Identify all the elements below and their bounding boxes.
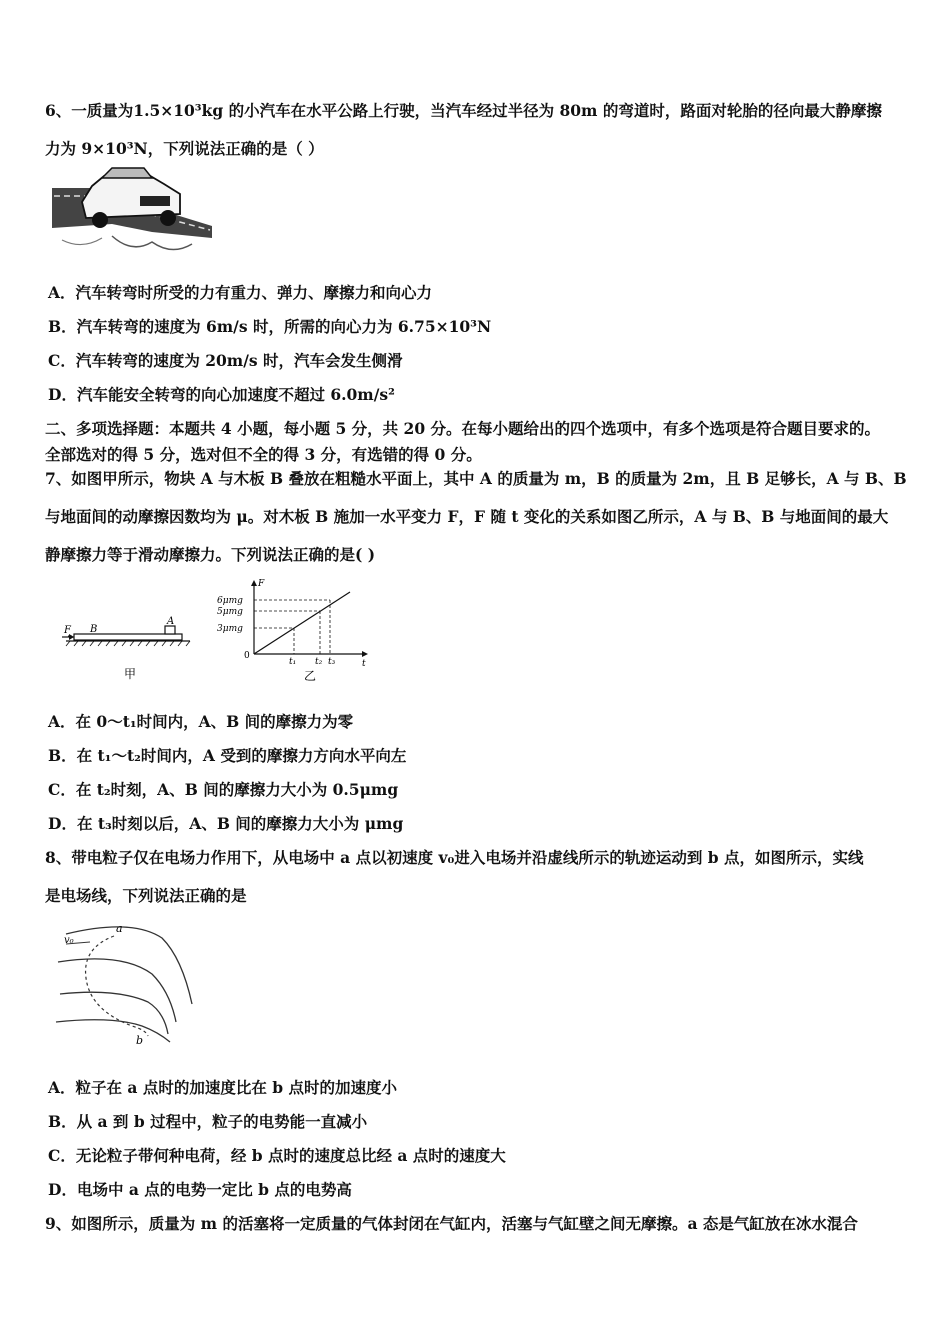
label-a: a [116,922,123,935]
q7-option-c: C．在 t₂时刻，A、B 间的摩擦力大小为 0.5μmg [48,780,399,799]
F-t-line [254,592,350,654]
yi-label-6umg: 6μmg [217,596,243,606]
q7-stem-line1: 7、如图甲所示，物块 A 与木板 B 叠放在粗糙水平面上，其中 A 的质量为 m，B 的质量为 2m，且 B 足够长，A 与 B、B [45,469,907,488]
yi-label-5umg: 5μmg [217,607,243,617]
label-v0: v₀ [64,935,74,946]
electric-field-figure [52,918,202,1050]
q6-option-c: C．汽车转弯的速度为 20m/s 时，汽车会发生侧滑 [48,351,403,370]
figure-yi-graph [216,576,376,686]
q8-option-b: B．从 a 到 b 过程中，粒子的电势能一直减小 [48,1112,368,1131]
yi-axis-F: F [258,579,265,589]
jia-caption: 甲 [124,667,137,681]
q7-option-a: A．在 0～t₁时间内，A、B 间的摩擦力为零 [48,712,354,731]
q8-stem-line2: 是电场线，下列说法正确的是 [45,886,247,905]
block-A [165,626,175,634]
q8-option-c: C．无论粒子带何种电荷，经 b 点时的速度总比经 a 点时的速度大 [48,1146,506,1165]
figure-jia [60,612,200,690]
section2-heading-line1: 二、多项选择题：本题共 4 小题，每小题 5 分，共 20 分。在每小题给出的四个选项中，有多个选项是符合题目要求的。 [45,419,881,438]
yi-label-3umg: 3μmg [217,624,243,634]
q7-stem-line3: 静摩擦力等于滑动摩擦力。下列说法正确的是( ) [45,545,376,564]
jia-label-F: F [64,625,71,636]
yi-origin: 0 [244,651,250,661]
q8-option-a: A．粒子在 a 点时的加速度比在 b 点时的加速度小 [48,1078,397,1097]
car-wheel [92,212,108,228]
q7-option-b: B．在 t₁～t₂时间内，A 受到的摩擦力方向水平向左 [48,746,407,765]
yi-label-t2: t₂ [315,657,323,667]
q9-stem-line1: 9、如图所示，质量为 m 的活塞将一定质量的气体封闭在气缸内，活塞与气缸壁之间无摩擦。a 态是气缸放在冰水混合 [45,1214,858,1233]
q6-stem-line2: 力为 9×10³N，下列说法正确的是（ ） [45,139,324,158]
q6-option-a: A．汽车转弯时所受的力有重力、弹力、摩擦力和向心力 [48,283,433,302]
yi-label-t3: t₃ [328,657,336,667]
car-turning-figure [52,166,217,258]
q7-stem-line2: 与地面间的动摩擦因数均为 μ。对木板 B 施加一水平变力 F，F 随 t 变化的关系如图乙所示，A 与 B、B 与地面间的最大 [45,507,889,526]
q8-option-d: D．电场中 a 点的电势一定比 b 点的电势高 [48,1180,352,1199]
label-b: b [136,1034,144,1047]
field-lines [56,927,192,1042]
yi-label-t1: t₁ [289,657,297,667]
jia-label-A: A [167,616,175,627]
q8-stem-line1: 8、带电粒子仅在电场力作用下，从电场中 a 点以初速度 v₀进入电场并沿虚线所示的轨迹运动到 b 点，如图所示，实线 [45,848,864,867]
section2-heading-line2: 全部选对的得 5 分，选对但不全的得 3 分，有选错的得 0 分。 [45,445,482,464]
car-wheel [160,210,176,226]
q6-stem-line1: 6、一质量为1.5×10³kg 的小汽车在水平公路上行驶，当汽车经过半径为 80m 的弯道时，路面对轮胎的径向最大静摩擦 [45,101,882,120]
q7-option-d: D．在 t₃时刻以后，A、B 间的摩擦力大小为 μmg [48,814,404,833]
yi-axis-t: t [362,659,366,669]
q6-option-d: D．汽车能安全转弯的向心加速度不超过 6.0m/s² [48,385,395,404]
q6-option-b: B．汽车转弯的速度为 6m/s 时，所需的向心力为 6.75×10³N [48,317,492,336]
jia-label-B: B [90,624,98,635]
yi-caption: 乙 [304,669,317,683]
